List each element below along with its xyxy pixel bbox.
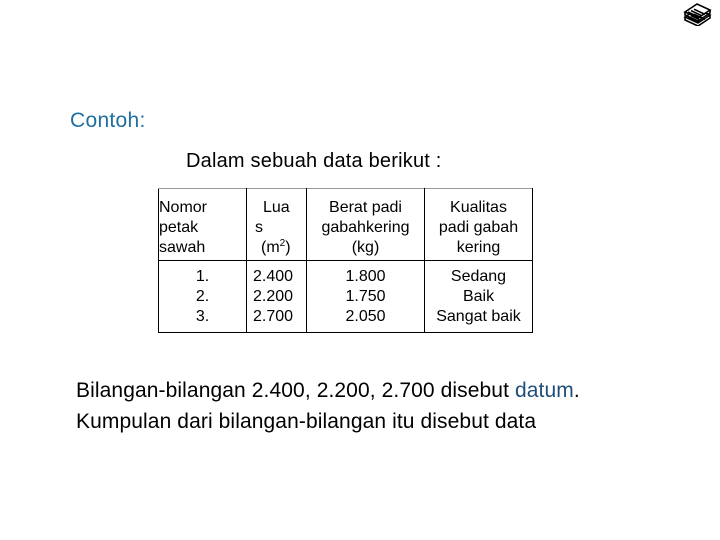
header-berat-padi bbox=[307, 189, 425, 261]
header-berat-line: (kg) bbox=[351, 239, 380, 256]
header-kualitas-line: Kualitas bbox=[450, 199, 507, 216]
kualitas-cell: Sedang bbox=[450, 268, 507, 285]
header-kualitas bbox=[425, 189, 533, 261]
nomor-cell: 2. bbox=[195, 288, 210, 305]
intro-text: Dalam sebuah data berikut : bbox=[186, 150, 442, 172]
unit-open: (m bbox=[261, 239, 280, 256]
nomor-cell: 3. bbox=[195, 308, 210, 325]
luas-column bbox=[247, 261, 307, 333]
luas-cell: 2.200 bbox=[253, 288, 294, 305]
datum-emphasis: datum bbox=[514, 379, 574, 402]
data-table bbox=[158, 188, 533, 333]
nomor-cell: 1. bbox=[195, 268, 210, 285]
paragraph-line1 bbox=[76, 379, 580, 402]
explanation-paragraph bbox=[76, 375, 580, 437]
paragraph-line2: Kumpulan dari bilangan-bilangan itu disebut data bbox=[76, 410, 537, 433]
header-nomor-line: petak bbox=[159, 219, 199, 236]
luas-cell: 2.400 bbox=[253, 268, 294, 285]
kualitas-column bbox=[425, 261, 533, 333]
paragraph-line1-text: Bilangan-bilangan 2.400, 2.200, 2.700 disebut bbox=[76, 379, 515, 402]
paragraph-line1-period: . bbox=[573, 379, 580, 402]
header-luas-unit bbox=[247, 238, 306, 258]
table-header-row bbox=[159, 189, 533, 261]
berat-cell: 1.750 bbox=[345, 288, 386, 305]
header-kualitas-line: padi gabah bbox=[438, 219, 519, 236]
header-nomor-line: Nomor bbox=[159, 199, 208, 216]
kualitas-cell: Sangat baik bbox=[436, 308, 521, 325]
unit-close: ) bbox=[285, 239, 291, 256]
header-luas-line: Lua bbox=[263, 199, 290, 216]
section-heading: Contoh: bbox=[70, 109, 146, 132]
kualitas-cell: Baik bbox=[462, 288, 495, 305]
stacked-books-icon bbox=[682, 2, 712, 26]
luas-cell: 2.700 bbox=[253, 308, 294, 325]
header-luas-line: s bbox=[255, 219, 263, 236]
header-luas bbox=[247, 189, 307, 261]
nomor-column bbox=[159, 261, 247, 333]
header-nomor-line: sawah bbox=[159, 239, 206, 256]
table-body-row bbox=[159, 261, 533, 333]
header-nomor-petak bbox=[159, 189, 247, 261]
header-kualitas-line: kering bbox=[456, 239, 501, 256]
berat-cell: 1.800 bbox=[345, 268, 386, 285]
header-berat-line: Berat padi bbox=[329, 199, 402, 216]
berat-cell: 2.050 bbox=[345, 308, 386, 325]
berat-column bbox=[307, 261, 425, 333]
unit-exponent: 2 bbox=[279, 238, 286, 249]
header-berat-line: gabahkering bbox=[321, 219, 410, 236]
